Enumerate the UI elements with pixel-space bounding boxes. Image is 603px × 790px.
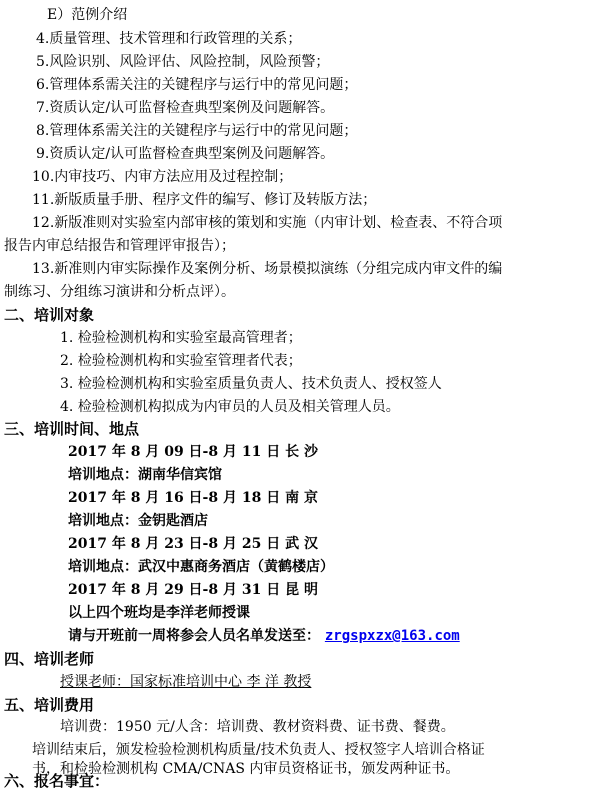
- intro-item-10: 10.内审技巧、内审方法应用及过程控制；: [32, 169, 293, 185]
- target-item-2: 2. 检验检测机构和实验室管理者代表；: [60, 353, 302, 369]
- target-item-3: 3. 检验检测机构和实验室质量负责人、技术负责人、授权签人: [60, 376, 442, 392]
- intro-item-4: 4.质量管理、技术管理和行政管理的关系；: [36, 31, 302, 47]
- certificate-line: 培训结束后，颁发检验检测机构质量/技术负责人、授权签字人培训合格证: [32, 742, 485, 758]
- section-4-heading: 四、培训老师: [4, 650, 95, 668]
- section-2-heading: 二、培训对象: [4, 306, 95, 324]
- intro-item-5: 5.风险识别、风险评估、风险控制，风险预警；: [36, 54, 330, 70]
- session-1-time: 2017 年 8 月 09 日-8 月 11 日 长 沙: [68, 444, 318, 460]
- session-4-time: 2017 年 8 月 29 日-8 月 31 日 昆 明: [68, 582, 318, 598]
- session-3-place: 培训地点：武汉中惠商务酒店（黄鹤楼店）: [68, 559, 334, 575]
- target-item-1: 1. 检验检测机构和实验室最高管理者；: [60, 330, 302, 346]
- intro-item-9: 9.资质认定/认可监督检查典型案例及问题解答。: [36, 146, 335, 162]
- intro-item-e: E）范例介绍: [47, 7, 128, 23]
- target-item-4: 4. 检验检测机构拟成为内审员的人员及相关管理人员。: [60, 399, 400, 415]
- intro-item-12-cont: 报告内审总结报告和管理评审报告）；: [4, 238, 235, 254]
- section-6-heading: 六、报名事宜：: [4, 772, 110, 790]
- session-2-time: 2017 年 8 月 16 日-8 月 18 日 南 京: [68, 490, 318, 506]
- intro-item-7: 7.资质认定/认可监督检查典型案例及问题解答。: [36, 100, 335, 116]
- intro-item-12: 12.新版准则对实验室内部审核的策划和实施（内审计划、检查表、不符合项: [32, 215, 503, 231]
- session-1-place: 培训地点：湖南华信宾馆: [68, 467, 222, 483]
- certificate-line-cont: 书，和检验检测机构 CMA/CNAS 内审员资格证书，颁发两种证书。: [32, 761, 460, 777]
- teacher-note: 以上四个班均是李洋老师授课: [68, 605, 250, 621]
- intro-item-13: 13.新准则内审实际操作及案例分析、场景模拟演练（分组完成内审文件的编: [32, 261, 503, 277]
- session-2-place: 培训地点：金钥匙酒店: [68, 513, 208, 529]
- teacher-info: 授课老师：国家标准培训中心 李 洋 教授: [60, 674, 312, 690]
- intro-item-8: 8.管理体系需关注的关键程序与运行中的常见问题；: [36, 123, 358, 139]
- send-list-text: 请与开班前一周将参会人员名单发送至：: [68, 628, 320, 644]
- intro-item-11: 11.新版质量手册、程序文件的编写、修订及转版方法；: [32, 192, 377, 208]
- intro-item-13-cont: 制练习、分组练习演讲和分析点评）。: [4, 284, 235, 300]
- section-3-heading: 三、培训时间、地点: [4, 420, 140, 438]
- session-3-time: 2017 年 8 月 23 日-8 月 25 日 武 汉: [68, 536, 318, 552]
- section-5-heading: 五、培训费用: [4, 696, 95, 714]
- intro-item-6: 6.管理体系需关注的关键程序与运行中的常见问题；: [36, 77, 358, 93]
- send-list-line: [68, 627, 460, 645]
- email-link[interactable]: zrgspxzx@163.com: [324, 628, 460, 644]
- fee-line: 培训费：1950 元/人含：培训费、教材资料费、证书费、餐费。: [60, 719, 455, 735]
